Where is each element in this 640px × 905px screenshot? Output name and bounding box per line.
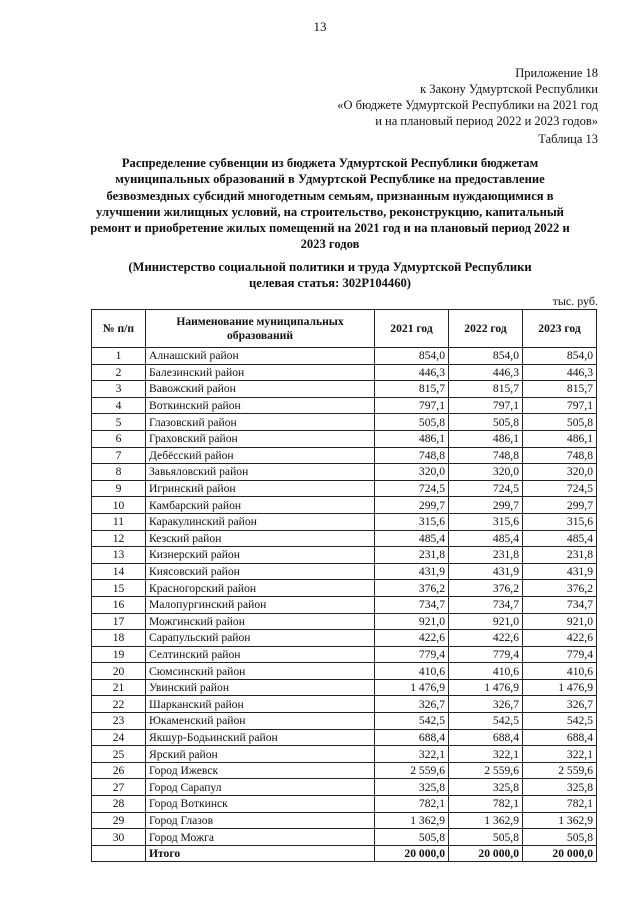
row-2023: 326,7 — [523, 696, 597, 713]
row-name: Увинский район — [146, 679, 375, 696]
appendix-line: и на плановый период 2022 и 2023 годов» — [375, 114, 598, 128]
total-row — [92, 845, 597, 862]
row-number: 3 — [92, 381, 146, 398]
row-2021: 724,5 — [375, 480, 449, 497]
row-number: 23 — [92, 713, 146, 730]
row-number: 9 — [92, 480, 146, 497]
row-2023: 315,6 — [523, 513, 597, 530]
row-2022: 315,6 — [449, 513, 523, 530]
appendix-line: к Закону Удмуртской Республики — [420, 82, 598, 96]
row-name: Якшур-Бодьинский район — [146, 729, 375, 746]
row-number: 10 — [92, 497, 146, 514]
row-2022: 748,8 — [449, 447, 523, 464]
table-row — [92, 497, 597, 514]
row-name: Игринский район — [146, 480, 375, 497]
appendix-line: Приложение 18 — [515, 66, 598, 80]
row-2023: 422,6 — [523, 630, 597, 647]
row-2021: 320,0 — [375, 464, 449, 481]
row-2021: 485,4 — [375, 530, 449, 547]
row-name: Малопургинский район — [146, 596, 375, 613]
row-2021: 505,8 — [375, 829, 449, 846]
total-label: Итого — [146, 845, 375, 862]
row-2023: 320,0 — [523, 464, 597, 481]
row-2022: 422,6 — [449, 630, 523, 647]
row-2022: 299,7 — [449, 497, 523, 514]
header-num: № п/п — [92, 310, 146, 348]
document-title — [70, 155, 590, 253]
row-2022: 485,4 — [449, 530, 523, 547]
table-row — [92, 679, 597, 696]
row-2023: 486,1 — [523, 430, 597, 447]
row-2022: 320,0 — [449, 464, 523, 481]
row-name: Город Сарапул — [146, 779, 375, 796]
row-2023: 446,3 — [523, 364, 597, 381]
row-number: 8 — [92, 464, 146, 481]
row-name: Балезинский район — [146, 364, 375, 381]
row-name: Завьяловский район — [146, 464, 375, 481]
row-2023: 485,4 — [523, 530, 597, 547]
row-number: 14 — [92, 563, 146, 580]
row-2022: 505,8 — [449, 414, 523, 431]
row-2021: 231,8 — [375, 547, 449, 564]
row-number: 12 — [92, 530, 146, 547]
table-row — [92, 663, 597, 680]
document-subtitle — [70, 259, 590, 292]
table-row — [92, 580, 597, 597]
row-2021: 2 559,6 — [375, 762, 449, 779]
row-2022: 431,9 — [449, 563, 523, 580]
row-2023: 921,0 — [523, 613, 597, 630]
row-2023: 688,4 — [523, 729, 597, 746]
total-2023: 20 000,0 — [523, 845, 597, 862]
row-2021: 410,6 — [375, 663, 449, 680]
table-label: Таблица 13 — [538, 132, 598, 146]
row-name: Граховский район — [146, 430, 375, 447]
row-2023: 748,8 — [523, 447, 597, 464]
title-line: улучшении жилищных условий, на строительство, реконструкцию, капитальный — [96, 204, 564, 219]
row-2021: 299,7 — [375, 497, 449, 514]
row-number: 7 — [92, 447, 146, 464]
table-row — [92, 447, 597, 464]
row-number: 16 — [92, 596, 146, 613]
subtitle-line: целевая статья: 302Р104460) — [248, 276, 412, 291]
row-2023: 815,7 — [523, 381, 597, 398]
row-2022: 1 362,9 — [449, 812, 523, 829]
row-2023: 505,8 — [523, 414, 597, 431]
row-2023: 797,1 — [523, 397, 597, 414]
appendix-block — [337, 65, 598, 129]
row-2023: 376,2 — [523, 580, 597, 597]
row-2021: 422,6 — [375, 630, 449, 647]
table-row — [92, 547, 597, 564]
row-2022: 325,8 — [449, 779, 523, 796]
subtitle-line: (Министерство социальной политики и труда Удмуртской Республики — [128, 260, 532, 274]
row-name: Можгинский район — [146, 613, 375, 630]
row-2021: 1 476,9 — [375, 679, 449, 696]
row-name: Алнашский район — [146, 348, 375, 365]
table-row — [92, 812, 597, 829]
row-name: Город Ижевск — [146, 762, 375, 779]
row-name: Камбарский район — [146, 497, 375, 514]
table-row — [92, 414, 597, 431]
header-2021: 2021 год — [375, 310, 449, 348]
table-row — [92, 613, 597, 630]
row-2023: 299,7 — [523, 497, 597, 514]
row-2022: 782,1 — [449, 796, 523, 813]
row-number: 13 — [92, 547, 146, 564]
row-2022: 688,4 — [449, 729, 523, 746]
row-2022: 921,0 — [449, 613, 523, 630]
table-row — [92, 729, 597, 746]
total-2022: 20 000,0 — [449, 845, 523, 862]
units-label: тыс. руб. — [552, 294, 598, 308]
row-2022: 376,2 — [449, 580, 523, 597]
row-2021: 748,8 — [375, 447, 449, 464]
row-number: 17 — [92, 613, 146, 630]
row-name: Каракулинский район — [146, 513, 375, 530]
row-2022: 854,0 — [449, 348, 523, 365]
row-number: 15 — [92, 580, 146, 597]
table-row — [92, 630, 597, 647]
row-2021: 854,0 — [375, 348, 449, 365]
row-number: 18 — [92, 630, 146, 647]
row-2022: 779,4 — [449, 646, 523, 663]
row-number: 29 — [92, 812, 146, 829]
table-row — [92, 530, 597, 547]
row-2021: 782,1 — [375, 796, 449, 813]
table-row — [92, 513, 597, 530]
table-row — [92, 646, 597, 663]
row-2023: 322,1 — [523, 746, 597, 763]
row-2022: 446,3 — [449, 364, 523, 381]
row-name: Юкаменский район — [146, 713, 375, 730]
row-number: 19 — [92, 646, 146, 663]
row-number: 22 — [92, 696, 146, 713]
table-row — [92, 713, 597, 730]
row-2021: 779,4 — [375, 646, 449, 663]
row-2022: 486,1 — [449, 430, 523, 447]
row-2023: 2 559,6 — [523, 762, 597, 779]
row-2021: 688,4 — [375, 729, 449, 746]
title-line: 2023 годов — [300, 237, 360, 252]
row-name: Дебёсский район — [146, 447, 375, 464]
table-row — [92, 397, 597, 414]
row-2023: 542,5 — [523, 713, 597, 730]
table-row — [92, 563, 597, 580]
row-name: Красногорский район — [146, 580, 375, 597]
row-2023: 724,5 — [523, 480, 597, 497]
row-2021: 797,1 — [375, 397, 449, 414]
table-row — [92, 779, 597, 796]
row-number: 5 — [92, 414, 146, 431]
row-2021: 1 362,9 — [375, 812, 449, 829]
row-name: Селтинский район — [146, 646, 375, 663]
table-row — [92, 796, 597, 813]
header-2023: 2023 год — [523, 310, 597, 348]
row-2021: 315,6 — [375, 513, 449, 530]
row-name: Киясовский район — [146, 563, 375, 580]
row-number: 25 — [92, 746, 146, 763]
row-2022: 724,5 — [449, 480, 523, 497]
row-2022: 505,8 — [449, 829, 523, 846]
row-2021: 815,7 — [375, 381, 449, 398]
row-2022: 322,1 — [449, 746, 523, 763]
row-number: 20 — [92, 663, 146, 680]
row-2022: 1 476,9 — [449, 679, 523, 696]
row-name: Сарапульский район — [146, 630, 375, 647]
table-header-row — [92, 310, 597, 348]
total-2021: 20 000,0 — [375, 845, 449, 862]
appendix-line: «О бюджете Удмуртской Республики на 2021 год — [337, 98, 598, 112]
row-2022: 734,7 — [449, 596, 523, 613]
row-name: Воткинский район — [146, 397, 375, 414]
row-2022: 797,1 — [449, 397, 523, 414]
table-row — [92, 430, 597, 447]
row-name: Город Воткинск — [146, 796, 375, 813]
row-name: Глазовский район — [146, 414, 375, 431]
row-number: 4 — [92, 397, 146, 414]
table-row — [92, 364, 597, 381]
row-name: Шарканский район — [146, 696, 375, 713]
table-row — [92, 746, 597, 763]
row-number: 26 — [92, 762, 146, 779]
row-2023: 854,0 — [523, 348, 597, 365]
row-2021: 734,7 — [375, 596, 449, 613]
row-2021: 486,1 — [375, 430, 449, 447]
row-name: Кизнерский район — [146, 547, 375, 564]
row-number: 28 — [92, 796, 146, 813]
row-number: 11 — [92, 513, 146, 530]
table-row — [92, 464, 597, 481]
row-2021: 431,9 — [375, 563, 449, 580]
row-number: 30 — [92, 829, 146, 846]
title-line: муниципальных образований в Удмуртской Республике на предоставление — [115, 172, 545, 187]
table-row — [92, 381, 597, 398]
row-2023: 782,1 — [523, 796, 597, 813]
row-2022: 815,7 — [449, 381, 523, 398]
subsidy-table — [91, 309, 597, 862]
row-2021: 921,0 — [375, 613, 449, 630]
header-2022: 2022 год — [449, 310, 523, 348]
page-number: 13 — [313, 19, 327, 34]
table-body — [92, 348, 597, 846]
row-2021: 376,2 — [375, 580, 449, 597]
table-row — [92, 696, 597, 713]
row-number: 27 — [92, 779, 146, 796]
table-row — [92, 829, 597, 846]
row-2022: 2 559,6 — [449, 762, 523, 779]
row-2021: 446,3 — [375, 364, 449, 381]
row-2022: 542,5 — [449, 713, 523, 730]
row-name: Кезский район — [146, 530, 375, 547]
row-2022: 231,8 — [449, 547, 523, 564]
total-num-cell — [92, 845, 146, 862]
row-number: 1 — [92, 348, 146, 365]
row-number: 6 — [92, 430, 146, 447]
row-2021: 322,1 — [375, 746, 449, 763]
title-line: ремонт и приобретение жилых помещений на 2021 год и на плановый период 2022 и — [90, 221, 570, 236]
row-2023: 1 362,9 — [523, 812, 597, 829]
row-2023: 1 476,9 — [523, 679, 597, 696]
row-number: 21 — [92, 679, 146, 696]
title-line: Распределение субвенции из бюджета Удмуртской Республики бюджетам — [121, 156, 539, 170]
row-2021: 326,7 — [375, 696, 449, 713]
row-name: Город Можга — [146, 829, 375, 846]
row-2023: 779,4 — [523, 646, 597, 663]
row-2022: 410,6 — [449, 663, 523, 680]
row-2022: 326,7 — [449, 696, 523, 713]
row-2021: 542,5 — [375, 713, 449, 730]
row-2021: 505,8 — [375, 414, 449, 431]
row-name: Вавожский район — [146, 381, 375, 398]
row-number: 2 — [92, 364, 146, 381]
row-2023: 734,7 — [523, 596, 597, 613]
row-2021: 325,8 — [375, 779, 449, 796]
table-row — [92, 762, 597, 779]
table-row — [92, 348, 597, 365]
row-name: Город Глазов — [146, 812, 375, 829]
row-name: Ярский район — [146, 746, 375, 763]
row-2023: 231,8 — [523, 547, 597, 564]
table-row — [92, 480, 597, 497]
row-2023: 410,6 — [523, 663, 597, 680]
row-2023: 431,9 — [523, 563, 597, 580]
table-row — [92, 596, 597, 613]
title-line: безвозмездных субсидий многодетным семьям, признанным нуждающимися в — [106, 188, 554, 203]
row-2023: 505,8 — [523, 829, 597, 846]
row-name: Сюмсинский район — [146, 663, 375, 680]
row-2023: 325,8 — [523, 779, 597, 796]
row-number: 24 — [92, 729, 146, 746]
header-name: Наименование муниципальных образований — [146, 310, 375, 348]
